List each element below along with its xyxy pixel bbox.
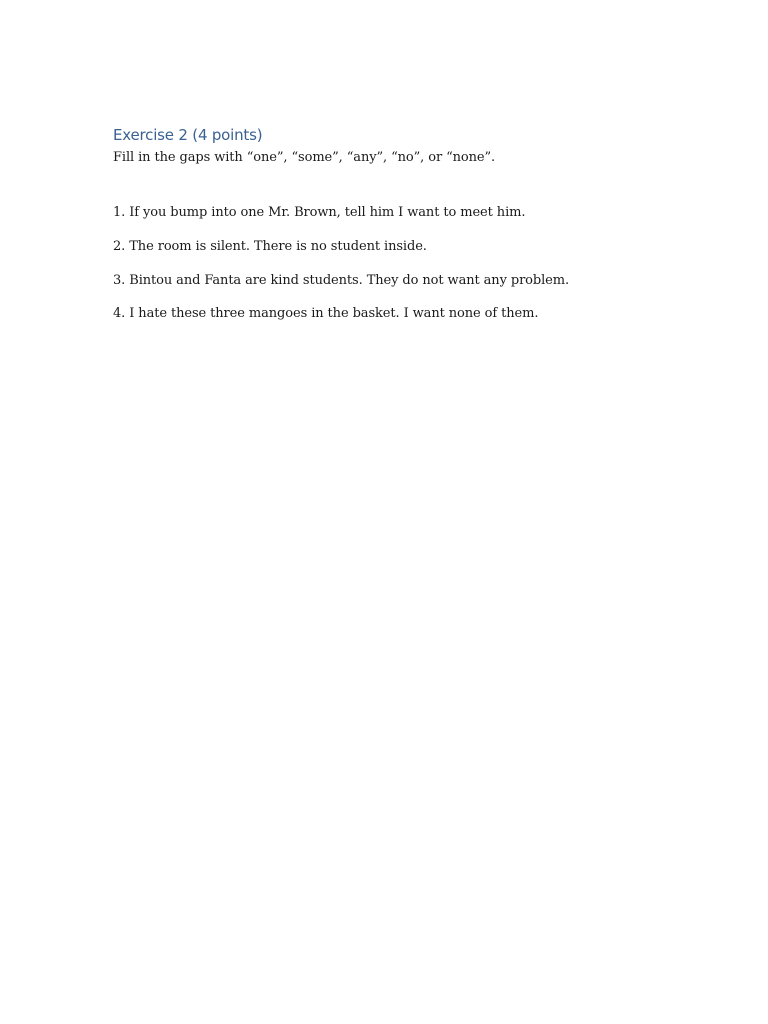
exercise-item-4: 4. I hate these three mangoes in the basket. I want none of them. [113,306,539,322]
exercise-item-1: 1. If you bump into one Mr. Brown, tell him I want to meet him. [113,205,526,220]
exercise-item-3: 3. Bintou and Fanta are kind students. They do not want any problem. [113,272,570,288]
exercise-title: Exercise 2 (4 points) [113,126,263,144]
exercise-items [113,202,673,325]
exercise-section [113,124,673,337]
exercise-instruction: Fill in the gaps with “one”, “some”, “any”, “no”, or “none”. [113,150,496,165]
exercise-item-2: 2. The room is silent. There is no student inside. [113,238,427,254]
